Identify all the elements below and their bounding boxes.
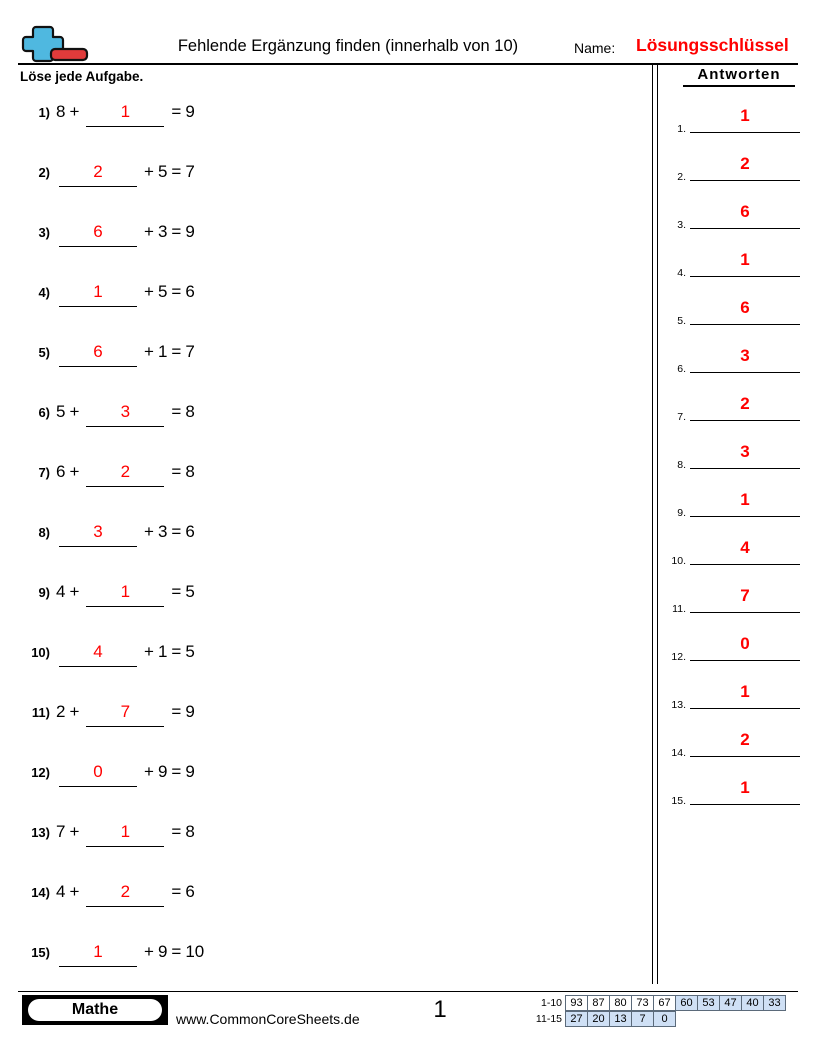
answer-key-row [664,198,804,246]
operator: + [144,642,154,661]
score-cell: 13 [609,1011,632,1027]
sum: 8 [185,402,195,421]
operator: + [69,102,80,121]
score-cell: 33 [763,995,786,1011]
problem-number: 1) [38,105,50,120]
problem-row [14,752,644,812]
score-cell: 27 [565,1011,588,1027]
score-cell: 87 [587,995,610,1011]
equals-sign: = [171,222,182,241]
equals-sign: = [171,102,182,121]
subject-badge-pill [28,999,162,1021]
score-table-row [528,1011,786,1027]
answer-key-number: 7. [677,411,686,423]
answer-key-value: 1 [740,490,750,509]
problem-expression [56,459,195,487]
operator: + [144,942,154,961]
problem-row [14,92,644,152]
equals-sign: = [171,582,182,601]
answer-key-blank[interactable] [690,678,800,709]
problem-expression [56,339,195,367]
score-cell: 40 [741,995,764,1011]
answer-key-number: 3. [677,219,686,231]
answer-key-badge: Lösungsschlüssel [636,35,789,55]
sum: 5 [185,582,195,601]
score-conversion-table [528,995,786,1027]
answer-key-number: 13. [671,699,686,711]
equals-sign: = [171,522,182,541]
answer-key-row [664,678,804,726]
answer-key-value: 2 [740,730,750,749]
addend: 9 [157,942,168,961]
addend: 5 [157,162,168,181]
page-number: 1 [433,996,447,1023]
sum: 9 [185,702,195,721]
answer-key-number: 12. [671,651,686,663]
equals-sign: = [171,882,182,901]
answer-blank[interactable]: 6 [59,219,137,247]
operator: + [69,402,80,421]
answer-key-blank[interactable] [690,390,800,421]
answer-key-blank[interactable] [690,534,800,565]
answer-blank[interactable]: 4 [59,639,137,667]
answer-blank[interactable]: 2 [59,159,137,187]
score-cell: 53 [697,995,720,1011]
sum: 6 [185,522,195,541]
score-range-label: 11-15 [535,1013,562,1025]
equals-sign: = [171,642,182,661]
sum: 10 [185,942,205,961]
problem-expression [56,759,195,787]
problems-list [14,92,644,992]
answer-key-value: 6 [740,298,750,317]
equals-sign: = [171,342,182,361]
problem-number: 15) [31,945,50,960]
answer-key-value: 1 [740,250,750,269]
answer-key-row [664,630,804,678]
problem-row [14,212,644,272]
problem-expression [56,579,195,607]
answer-key-value: 6 [740,202,750,221]
problem-expression [56,159,195,187]
answer-key-row [664,294,804,342]
answer-key-value: 7 [740,586,750,605]
equals-sign: = [171,462,182,481]
addend: 1 [157,342,168,361]
score-cell: 80 [609,995,632,1011]
addend: 8 [56,102,66,121]
sum: 9 [185,222,195,241]
answer-key-number: 10. [671,555,686,567]
operator: + [69,462,80,481]
operator: + [69,882,80,901]
answer-key-number: 1. [677,123,686,135]
answer-key-value: 2 [740,394,750,413]
answer-key-number: 14. [671,747,686,759]
answer-key-blank[interactable] [690,342,800,373]
score-cell: 67 [653,995,676,1011]
sum: 6 [185,882,195,901]
answer-blank[interactable]: 1 [59,939,137,967]
problem-row [14,272,644,332]
problem-expression [56,399,195,427]
problem-row [14,452,644,512]
answer-key-value: 3 [740,442,750,461]
equals-sign: = [171,702,182,721]
answer-key-number: 5. [677,315,686,327]
answer-key-value: 1 [740,778,750,797]
operator: + [144,162,154,181]
problem-row [14,392,644,452]
answer-key-value: 1 [740,106,750,125]
problem-number: 6) [38,405,50,420]
problem-number: 9) [38,585,50,600]
answer-blank[interactable]: 3 [59,519,137,547]
problem-row [14,872,644,932]
addend: 4 [56,582,66,601]
equals-sign: = [171,162,182,181]
equals-sign: = [171,822,182,841]
answer-key-row [664,102,804,150]
column-divider-left [652,64,653,984]
problem-number: 7) [38,465,50,480]
header-divider [18,63,798,65]
answer-key-value: 2 [740,154,750,173]
answer-key-blank[interactable] [690,294,800,325]
problem-number: 12) [31,765,50,780]
answer-key-blank[interactable] [690,774,800,805]
answer-key-value: 0 [740,634,750,653]
sum: 5 [185,642,195,661]
answer-key-row [664,150,804,198]
answer-key-number: 15. [671,795,686,807]
instructions-text: Löse jede Aufgabe. [20,69,144,84]
problem-expression [56,819,195,847]
problem-number: 10) [31,645,50,660]
operator: + [144,522,154,541]
addend: 4 [56,882,66,901]
website-url: www.CommonCoreSheets.de [176,1011,360,1027]
subject-badge [22,995,168,1025]
answer-key-blank[interactable] [690,438,800,469]
score-cell: 60 [675,995,698,1011]
name-label: Name: [574,40,616,56]
problem-expression [56,879,195,907]
answer-key-blank[interactable] [690,198,800,229]
answer-key-row [664,438,804,486]
sum: 9 [185,762,195,781]
operator: + [69,822,80,841]
problem-number: 11) [31,705,50,720]
operator: + [144,282,154,301]
score-cell: 47 [719,995,742,1011]
problem-row [14,572,644,632]
answer-key-blank[interactable] [690,150,800,181]
equals-sign: = [171,282,182,301]
score-table-row [528,995,786,1011]
answer-key-row [664,342,804,390]
answer-blank[interactable]: 1 [59,279,137,307]
problem-number: 13) [31,825,50,840]
answer-key-row [664,246,804,294]
answers-column-heading: Antworten [683,66,795,87]
problem-number: 5) [38,345,50,360]
answer-key-value: 3 [740,346,750,365]
sum: 7 [185,162,195,181]
page-header [18,24,798,64]
footer-divider [18,991,798,992]
operator: + [144,222,154,241]
answer-key-blank[interactable] [690,486,800,517]
operator: + [69,702,80,721]
operator: + [144,342,154,361]
answer-blank[interactable]: 3 [86,399,164,427]
addend: 7 [56,822,66,841]
answer-blank[interactable]: 2 [86,879,164,907]
answer-blank[interactable]: 2 [86,459,164,487]
addend: 9 [157,762,168,781]
problem-row [14,632,644,692]
answer-key-blank[interactable] [690,630,800,661]
problem-number: 14) [31,885,50,900]
problem-number: 2) [38,165,50,180]
addend: 2 [56,702,66,721]
problem-expression [56,699,195,727]
score-cell: 93 [565,995,588,1011]
problem-row [14,512,644,572]
score-cell: 0 [653,1011,676,1027]
page-title: Fehlende Ergänzung finden (innerhalb von 10) [177,37,519,55]
score-cell: 20 [587,1011,610,1027]
answer-blank[interactable]: 0 [59,759,137,787]
problem-expression [56,639,195,667]
score-cell: 73 [631,995,654,1011]
sum: 8 [185,822,195,841]
answer-blank[interactable]: 1 [86,819,164,847]
equals-sign: = [171,762,182,781]
score-cell: 7 [631,1011,654,1027]
problem-expression [56,219,195,247]
operator: + [69,582,80,601]
answer-key-number: 8. [677,459,686,471]
problem-row [14,932,644,992]
problem-expression [56,519,195,547]
answer-key-blank[interactable] [690,726,800,757]
answer-key-row [664,390,804,438]
problem-expression [56,279,195,307]
answer-key-number: 2. [677,171,686,183]
answer-blank[interactable]: 7 [86,699,164,727]
answer-key-number: 6. [677,363,686,375]
answer-blank[interactable]: 1 [86,579,164,607]
sum: 7 [185,342,195,361]
problem-expression [56,939,204,967]
addend: 3 [157,222,168,241]
answer-key-row [664,582,804,630]
subject-badge-label: Mathe [71,1001,119,1018]
sum: 9 [185,102,195,121]
addend: 6 [56,462,66,481]
answer-key-blank[interactable] [690,246,800,277]
problem-expression [56,99,195,127]
answer-key-value: 1 [740,682,750,701]
answer-key-row [664,726,804,774]
score-range-label: 1-10 [540,997,562,1009]
plus-minus-blocks-logo-icon [18,24,104,64]
problem-row [14,332,644,392]
answer-key-value: 4 [740,538,750,557]
addend: 3 [157,522,168,541]
answer-key-number: 11. [672,603,686,615]
answer-key-number: 9. [677,507,686,519]
problem-number: 3) [38,225,50,240]
equals-sign: = [171,942,182,961]
problem-row [14,812,644,872]
problem-row [14,152,644,212]
answer-key-row [664,534,804,582]
addend: 1 [157,642,168,661]
addend: 5 [56,402,66,421]
problem-number: 8) [38,525,50,540]
answer-key-list [664,102,804,822]
operator: + [144,762,154,781]
sum: 6 [185,282,195,301]
problem-number: 4) [38,285,50,300]
answer-key-number: 4. [677,267,686,279]
answer-key-blank[interactable] [690,582,800,613]
answer-blank[interactable]: 6 [59,339,137,367]
equals-sign: = [171,402,182,421]
addend: 5 [157,282,168,301]
column-divider-right [657,64,658,984]
sum: 8 [185,462,195,481]
answer-key-blank[interactable] [690,102,800,133]
answer-key-row [664,486,804,534]
answer-blank[interactable]: 1 [86,99,164,127]
problem-row [14,692,644,752]
answer-key-row [664,774,804,822]
